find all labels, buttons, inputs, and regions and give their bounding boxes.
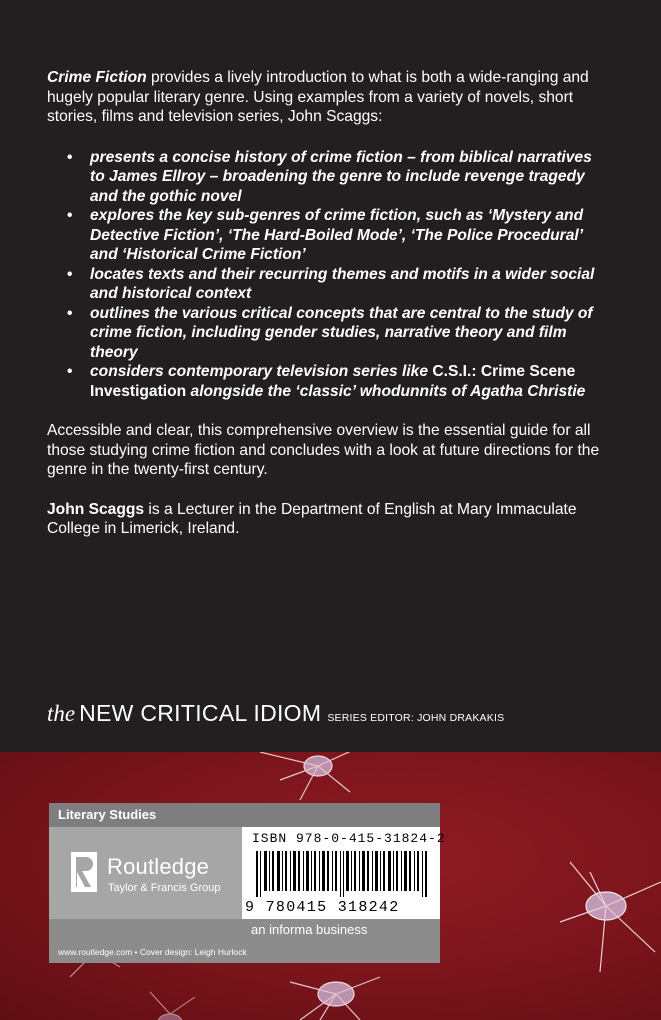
subject-category: Literary Studies bbox=[49, 803, 440, 827]
list-item bbox=[67, 265, 607, 304]
series-editor: SERIES EDITOR: JOHN DRAKAKIS bbox=[327, 712, 505, 724]
publisher-panel bbox=[49, 827, 242, 919]
bullet-icon: • bbox=[67, 148, 73, 166]
blurb bbox=[47, 68, 607, 539]
author-bio bbox=[47, 500, 607, 539]
bullet-icon: • bbox=[67, 265, 73, 283]
feature-list bbox=[47, 148, 607, 402]
credits-line: www.routledge.com • Cover design: Leigh Hurlock bbox=[49, 941, 440, 963]
list-item bbox=[67, 206, 607, 265]
list-item bbox=[67, 362, 607, 401]
routledge-logo-icon bbox=[71, 852, 97, 892]
author-name: John Scaggs bbox=[47, 500, 145, 518]
bullet-icon: • bbox=[67, 304, 73, 322]
glass-crack-icon bbox=[150, 992, 195, 1020]
glass-crack-icon bbox=[560, 862, 661, 972]
series-the: the bbox=[47, 701, 76, 726]
list-item-text: outlines the various critical concepts that are central to the study of crime fiction, including gender studies, narrative theory and film theory bbox=[90, 304, 593, 361]
tv-show-title: C.S.I.: Crime Scene Investigation bbox=[90, 363, 576, 400]
barcode-panel bbox=[242, 827, 446, 919]
author-bio-text: is a Lecturer in the Department of English at Mary Immaculate College in Limerick, Ireland. bbox=[47, 500, 577, 537]
list-item-text: locates texts and their recurring themes and motifs in a wider social and historical context bbox=[90, 265, 595, 302]
list-item-text: explores the key sub-genres of crime fiction, such as ‘Mystery and Detective Fiction’, ‘The Hard-Boiled Mode’, ‘The Police Procedural’ and ‘Historical Crime Fiction’ bbox=[90, 207, 584, 263]
summary-paragraph: Accessible and clear, this comprehensive overview is the essential guide for all those studying crime fiction and concludes with a look at future directions for the genre in the twenty-first century. bbox=[47, 422, 600, 478]
intro-text: provides a lively introduction to what is both a wide-ranging and hugely popular literary genre. Using examples from a variety of novels, short stories, films and television series, John Scaggs: bbox=[47, 69, 589, 125]
list-item bbox=[67, 304, 607, 363]
publisher-group: Taylor & Francis Group bbox=[108, 882, 221, 894]
bullet-icon: • bbox=[67, 363, 73, 380]
barcode-number: 9 780415 318242 bbox=[245, 899, 400, 916]
intro-paragraph bbox=[47, 68, 607, 127]
list-item-text: considers contemporary television series like bbox=[90, 363, 433, 380]
publisher-name: Routledge bbox=[107, 854, 210, 879]
bullet-icon: • bbox=[67, 207, 73, 224]
list-item bbox=[67, 148, 607, 207]
barcode-icon bbox=[256, 851, 431, 897]
glass-crack-icon bbox=[290, 977, 380, 1020]
list-item-text: alongside the ‘classic’ whodunnits of Agatha Christie bbox=[186, 382, 586, 400]
book-title: Crime Fiction bbox=[47, 69, 147, 86]
publisher-label bbox=[49, 803, 446, 963]
series-line bbox=[47, 700, 504, 727]
isbn-text: ISBN 978-0-415-31824-2 bbox=[252, 831, 446, 846]
list-item-text: presents a concise history of crime fiction – from biblical narratives to James Ellroy – broadening the genre to include revenge tragedy and the gothic novel bbox=[90, 148, 592, 205]
series-name: NEW CRITICAL IDIOM bbox=[79, 700, 322, 726]
informa-tagline: an informa business bbox=[251, 922, 368, 937]
glass-crack-icon bbox=[260, 752, 360, 800]
